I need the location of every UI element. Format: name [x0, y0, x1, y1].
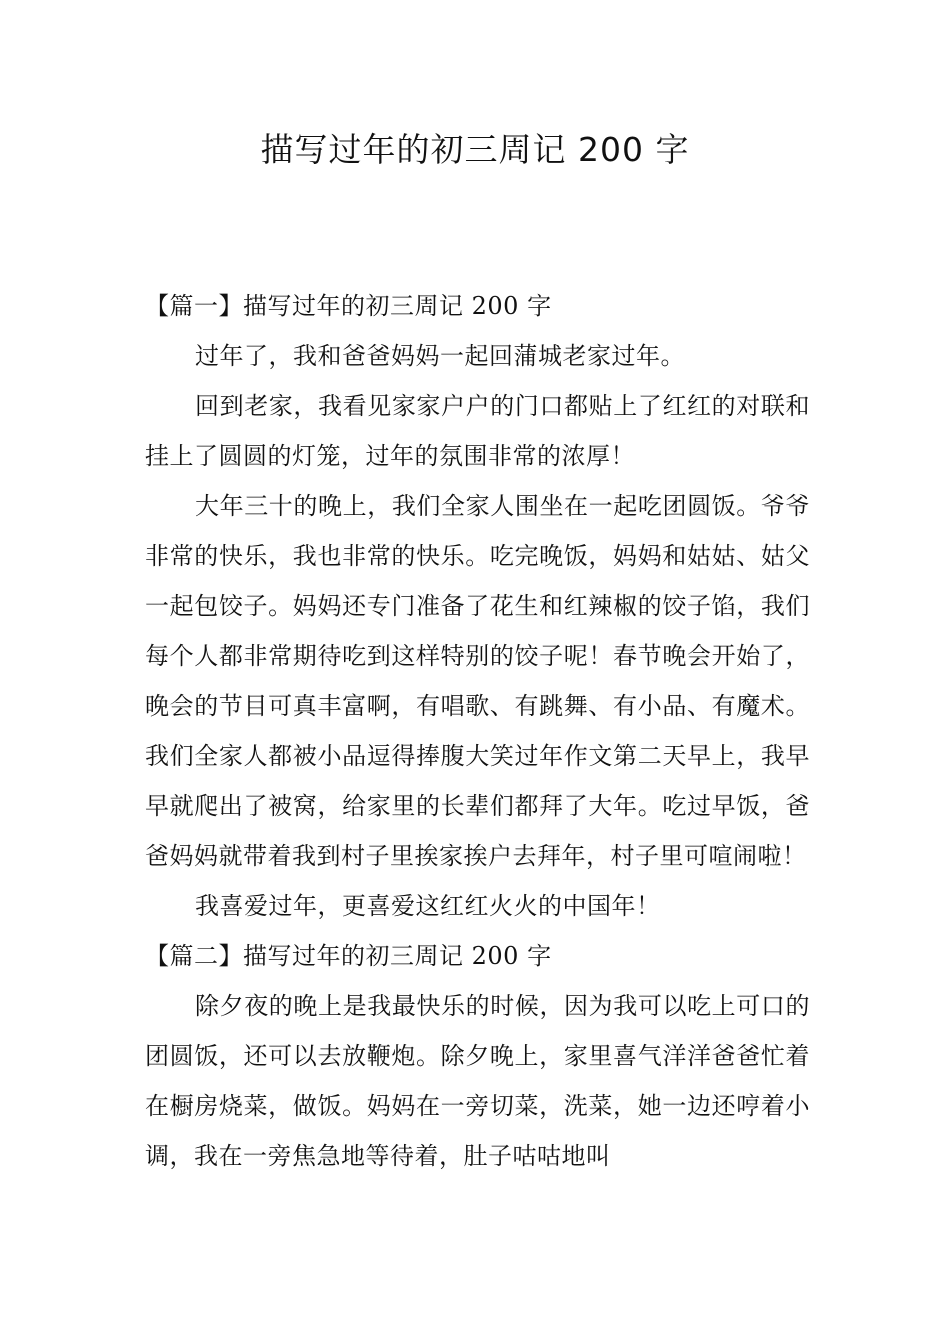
paragraph: 除夕夜的晚上是我最快乐的时候，因为我可以吃上可口的团圆饭，还可以去放鞭炮。除夕晚上，家里喜气洋洋爸爸忙着在橱房烧菜，做饭。妈妈在一旁切菜，洗菜，她一边还哼着小调，我在一旁焦急地等待着，肚子咕咕地叫	[145, 992, 810, 1170]
section-heading: 【篇二】描写过年的初三周记 200 字	[145, 942, 552, 970]
document-body	[145, 281, 810, 1181]
section-heading: 【篇一】描写过年的初三周记 200 字	[145, 292, 552, 320]
paragraph: 我喜爱过年，更喜爱这红红火火的中国年！	[195, 892, 661, 920]
paragraph: 回到老家，我看见家家户户的门口都贴上了红红的对联和挂上了圆圆的灯笼，过年的氛围非常的浓厚！	[145, 392, 810, 470]
paragraph: 过年了，我和爸爸妈妈一起回蒲城老家过年。	[195, 342, 685, 370]
document-title: 描写过年的初三周记 200 字	[260, 130, 690, 169]
paragraph: 大年三十的晚上，我们全家人围坐在一起吃团圆饭。爷爷非常的快乐，我也非常的快乐。吃完晚饭，妈妈和姑姑、姑父一起包饺子。妈妈还专门准备了花生和红辣椒的饺子馅，我们每个人都非常期待吃到这样特别的饺子呢！春节晚会开始了，晚会的节目可真丰富啊，有唱歌、有跳舞、有小品、有魔术。我们全家人都被小品逗得捧腹大笑过年作文第二天早上，我早早就爬出了被窝，给家里的长辈们都拜了大年。吃过早饭，爸爸妈妈就带着我到村子里挨家挨户去拜年，村子里可喧闹啦！	[145, 492, 810, 870]
section-2	[145, 931, 810, 1181]
section-1	[145, 281, 810, 931]
